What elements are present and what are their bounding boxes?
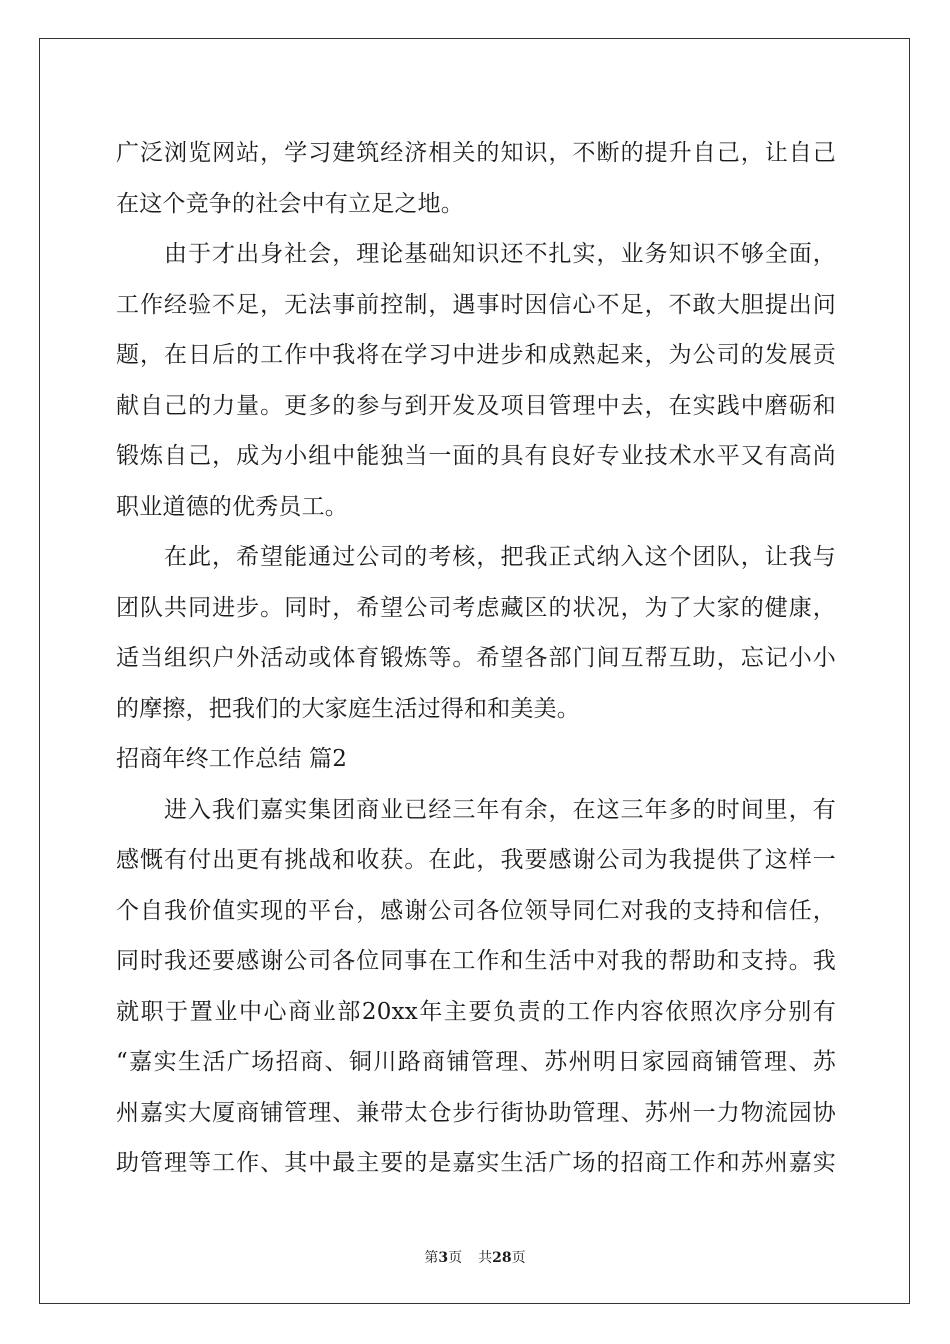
total-pages-count: 28 <box>492 1250 512 1266</box>
text-line: 献自己的力量。更多的参与到开发及项目管理中去，在实践中磨砺和 <box>116 392 836 419</box>
text-line: 感慨有付出更有挑战和收获。在此，我要感谢公司为我提供了这样一 <box>116 847 836 873</box>
text-line: “嘉实生活广场招商、铜川路商铺管理、苏州明日家园商铺管理、苏 <box>116 1049 836 1075</box>
text-line: 助管理等工作、其中最主要的是嘉实生活广场的招商工作和苏州嘉实 <box>116 1150 836 1176</box>
text-line: 个自我价值实现的平台，感谢公司各位领导同仁对我的支持和信任， <box>116 897 836 924</box>
text-line: 在这个竞争的社会中有立足之地。 <box>116 190 464 217</box>
text-line: 锻炼自己，成为小组中能独当一面的具有良好专业技术水平又有高尚 <box>116 443 836 469</box>
page-number-current: 3 <box>438 1250 449 1266</box>
text-line: 职业道德的优秀员工。 <box>116 493 348 520</box>
total-pages-prefix: 共 <box>478 1250 493 1266</box>
text-line: 适当组织户外活动或体育锻炼等。希望各部门间互帮互助，忘记小小 <box>116 645 836 671</box>
text-line: 就职于置业中心商业部20xx年主要负责的工作内容依照次序分别有 <box>116 998 836 1025</box>
text-line: 的摩擦，把我们的大家庭生活过得和和美美。 <box>116 695 580 722</box>
text-line: 广泛浏览网站，学习建筑经济相关的知识，不断的提升自己，让自己 <box>116 140 836 166</box>
paragraph-1 <box>116 128 836 229</box>
text-line: 在此，希望能通过公司的考核，把我正式纳入这个团队，让我与 <box>164 544 836 570</box>
total-pages-suffix: 页 <box>511 1250 526 1266</box>
text-line: 州嘉实大厦商铺管理、兼带太仓步行街协助管理、苏州一力物流园协 <box>116 1099 836 1126</box>
section-paragraph <box>116 785 836 1189</box>
page-number-prefix: 第 <box>424 1250 439 1266</box>
text-line: 题，在日后的工作中我将在学习中进步和成熟起来，为公司的发展贡 <box>116 342 836 368</box>
page-footer <box>0 1247 950 1267</box>
text-line: 由于才出身社会，理论基础知识还不扎实，业务知识不够全面， <box>164 241 836 267</box>
paragraph-3 <box>116 532 836 734</box>
text-line: 进入我们嘉实集团商业已经三年有余，在这三年多的时间里，有 <box>164 796 836 823</box>
text-line: 工作经验不足，无法事前控制，遇事时因信心不足，不敢大胆提出问 <box>116 291 836 318</box>
text-line: 同时我还要感谢公司各位同事在工作和生活中对我的帮助和支持。我 <box>116 948 836 974</box>
text-line: 团队共同进步。同时，希望公司考虑藏区的状况，为了大家的健康， <box>116 594 836 621</box>
paragraph-2 <box>116 229 836 532</box>
page-number-suffix: 页 <box>448 1250 463 1266</box>
section-heading: 招商年终工作总结 篇2 <box>116 746 348 772</box>
document-body <box>116 128 836 1189</box>
